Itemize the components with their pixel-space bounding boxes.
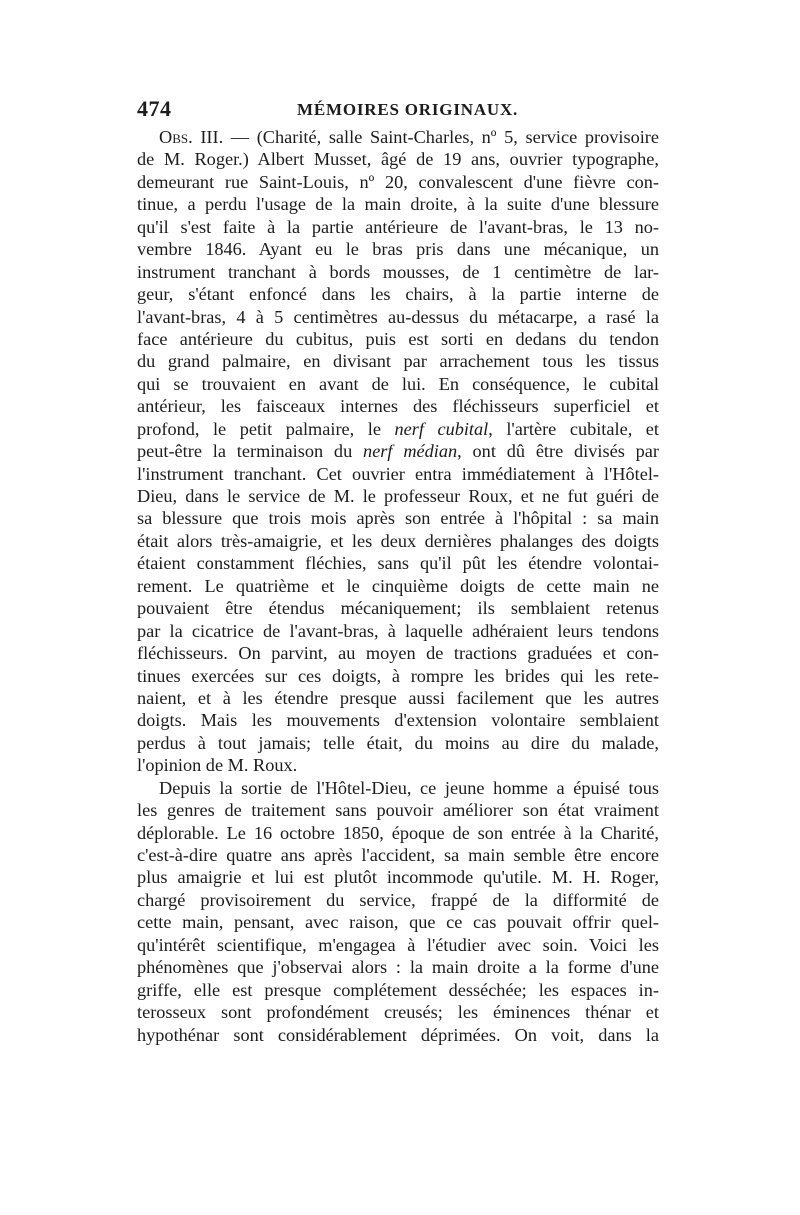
paragraph-observation (137, 126, 659, 777)
text-line: terosseux sont profondément creusés; les éminences thénar et (137, 1002, 659, 1023)
text-line: griffe, elle est presque complétement desséchée; les espaces in- (137, 979, 659, 1000)
text-line: déplorable. Le 16 octobre 1850, époque de son entrée à la Charité, (137, 822, 659, 843)
text-line: profond, le petit palmaire, le nerf cubital, l'artère cubitale, et (137, 418, 659, 439)
text-line: plus amaigrie et lui est plutôt incommode qu'utile. M. H. Roger, (137, 867, 659, 888)
text-line: tinue, a perdu l'usage de la main droite, à la suite d'une blessure (137, 194, 659, 215)
text-line: demeurant rue Saint-Louis, nº 20, convalescent d'une fièvre con- (137, 171, 659, 192)
text-line: Obs. III. — (Charité, salle Saint-Charles, nº 5, service provisoire (159, 127, 659, 147)
text-line: de M. Roger.) Albert Musset, âgé de 19 ans, ouvrier typographe, (137, 149, 659, 170)
text-line: était alors très-amaigrie, et les deux dernières phalanges des doigts (137, 530, 659, 551)
text-line: sa blessure que trois mois après son entrée à l'hôpital : sa main (137, 508, 659, 529)
text-line: rement. Le quatrième et le cinquième doigts de cette main ne (137, 575, 659, 596)
text-line: Dieu, dans le service de M. le professeur Roux, et ne fut guéri de (137, 486, 659, 506)
text-line: qui se trouvaient en avant de lui. En conséquence, le cubital (137, 373, 659, 394)
text-line: l'opinion de M. Roux. (137, 755, 298, 776)
text-line: geur, s'étant enfoncé dans les chairs, à la partie interne de (137, 284, 659, 305)
text-line: chargé provisoirement du service, frappé de la difformité de (137, 889, 659, 910)
text-line: du grand palmaire, en divisant par arrachement tous les tissus (137, 351, 659, 372)
page-number: 474 (137, 96, 172, 121)
paragraph-continuation (137, 777, 659, 1046)
text-line: c'est-à-dire quatre ans après l'accident, sa main semble être encore (137, 845, 659, 865)
text-line: perdus à tout jamais; telle était, du moins au dire du malade, (137, 732, 659, 753)
text-line: instrument tranchant à bords mousses, de 1 centimètre de lar- (137, 261, 659, 282)
text-line: hypothénar sont considérablement déprimées. On voit, dans la (137, 1024, 659, 1045)
text-line: phénomènes que j'observai alors : la main droite a la forme d'une (137, 957, 659, 978)
text-line: les genres de traitement sans pouvoir améliorer son état vraiment (137, 800, 659, 821)
text-line: qu'intérêt scientifique, m'engagea à l'étudier avec soin. Voici les (137, 934, 659, 955)
text-line: face antérieure du cubitus, puis est sorti en dedans du tendon (137, 328, 659, 349)
document-page (137, 96, 659, 1046)
text-line: Depuis la sortie de l'Hôtel-Dieu, ce jeune homme a épuisé tous (159, 777, 659, 798)
text-line: pouvaient être étendus mécaniquement; ils semblaient retenus (137, 598, 659, 619)
body-text (137, 126, 659, 1046)
text-line: doigts. Mais les mouvements d'extension volontaire semblaient (137, 710, 659, 731)
text-line: l'avant-bras, 4 à 5 centimètres au-dessus du métacarpe, a rasé la (137, 306, 659, 327)
text-line: antérieur, les faisceaux internes des fléchisseurs superficiel et (137, 396, 659, 417)
text-line: cette main, pensant, avec raison, que ce cas pouvait offrir quel- (137, 912, 659, 933)
text-line: qu'il s'est faite à la partie antérieure de l'avant-bras, le 13 no- (137, 216, 659, 237)
text-line: naient, et à les étendre presque aussi facilement que les autres (137, 687, 659, 708)
text-line: l'instrument tranchant. Cet ouvrier entra immédiatement à l'Hôtel- (137, 463, 659, 484)
text-line: fléchisseurs. On parvint, au moyen de tractions graduées et con- (137, 643, 659, 664)
page-header (137, 96, 659, 126)
text-line: vembre 1846. Ayant eu le bras pris dans une mécanique, un (137, 239, 659, 260)
text-line: peut-être la terminaison du nerf médian, ont dû être divisés par (137, 441, 659, 462)
text-line: étaient constamment fléchies, sans qu'il pût les étendre volontai- (137, 553, 659, 574)
running-title: MÉMOIRES ORIGINAUX. (297, 100, 519, 119)
text-line: par la cicatrice de l'avant-bras, à laquelle adhéraient leurs tendons (137, 620, 659, 641)
text-line: tinues exercées sur ces doigts, à rompre les brides qui les rete- (137, 665, 659, 686)
